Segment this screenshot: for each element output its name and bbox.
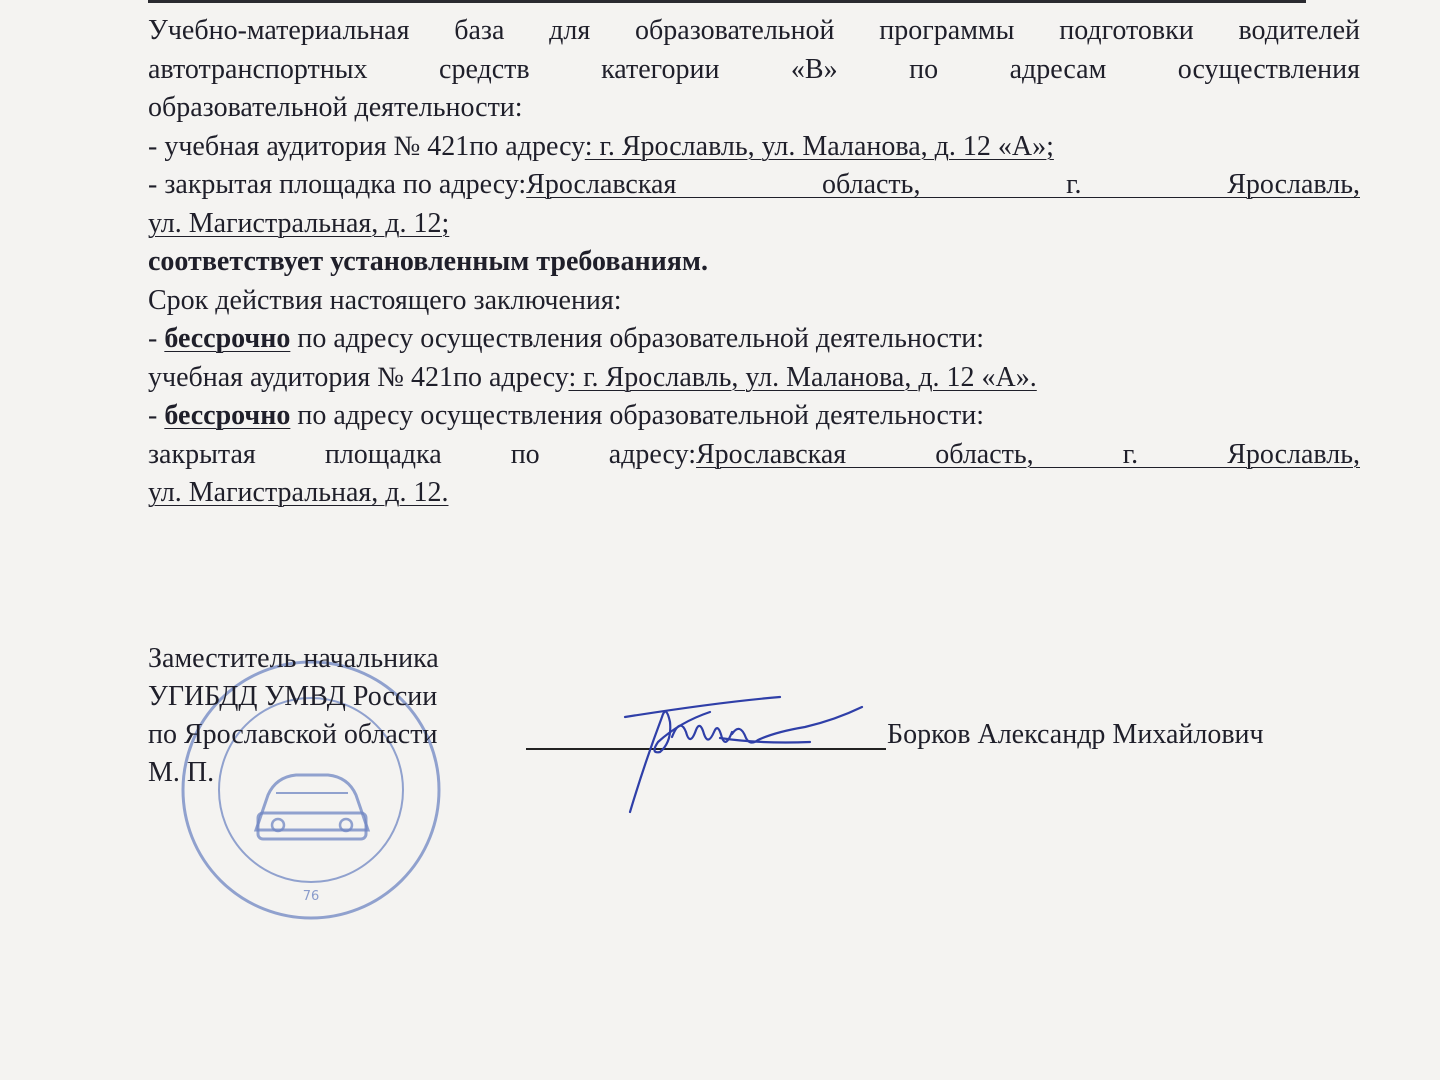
conclusion-text: соответствует установленным требованиям. [148,246,708,277]
signatory-block [148,640,439,792]
handwritten-signature [600,682,870,822]
signatory-position: УГИБДД УМВД России [148,681,438,712]
address-line-site-cont [148,205,1360,244]
address-prefix: - учебная аудитория № 421по адресу [148,130,585,162]
validity-address-cont [148,474,1360,513]
validity-term: бессрочно [164,400,291,431]
stamp-place-label: М. П. [148,757,215,788]
address-prefix: учебная аудитория № 421по адресу [148,361,569,393]
validity-address [148,436,1360,475]
dash: - [148,400,165,431]
validity-item [148,397,1360,436]
address-line-auditorium [148,128,1360,167]
stamp-number: 76 [302,889,320,904]
address-value: Ярославская область, г. Ярославль, [526,169,1360,200]
address-value: Ярославская область, г. Ярославль, [696,438,1360,470]
validity-rest: по адресу осуществления образовательной деятельности: [290,400,984,431]
address-value: ул. Магистральная, д. 12; [148,207,450,239]
validity-item [148,320,1360,359]
signatory-position: по Ярославской области [148,719,438,750]
validity-title: Срок действия настоящего заключения: [148,284,622,316]
address-prefix: закрытая площадка по адресу: [148,438,696,470]
top-rule [148,0,1306,3]
validity-rest: по адресу осуществления образовательной деятельности: [290,323,984,354]
address-value: ул. Магистральная, д. 12. [148,477,449,508]
document-body [148,12,1360,513]
address-value: : г. Ярославль, ул. Маланова, д. 12 «А». [568,361,1037,393]
paragraph-line: Учебно-материальная база для образовательной программы подготовки водителей [148,15,1360,46]
paragraph-line: образовательной деятельности: [148,92,523,123]
dash: - [148,323,165,354]
signatory-name: Борков Александр Михайлович [887,719,1264,750]
address-line-site [148,166,1360,205]
signatory-position: Заместитель начальника [148,643,439,674]
address-value: : г. Ярославль, ул. Маланова, д. 12 «А»; [584,130,1054,162]
validity-term: бессрочно [164,323,291,354]
validity-address [148,359,1360,398]
address-prefix: - закрытая площадка по адресу: [148,169,527,200]
paragraph-line: автотранспортных средств категории «B» по адресам осуществления [148,53,1360,85]
